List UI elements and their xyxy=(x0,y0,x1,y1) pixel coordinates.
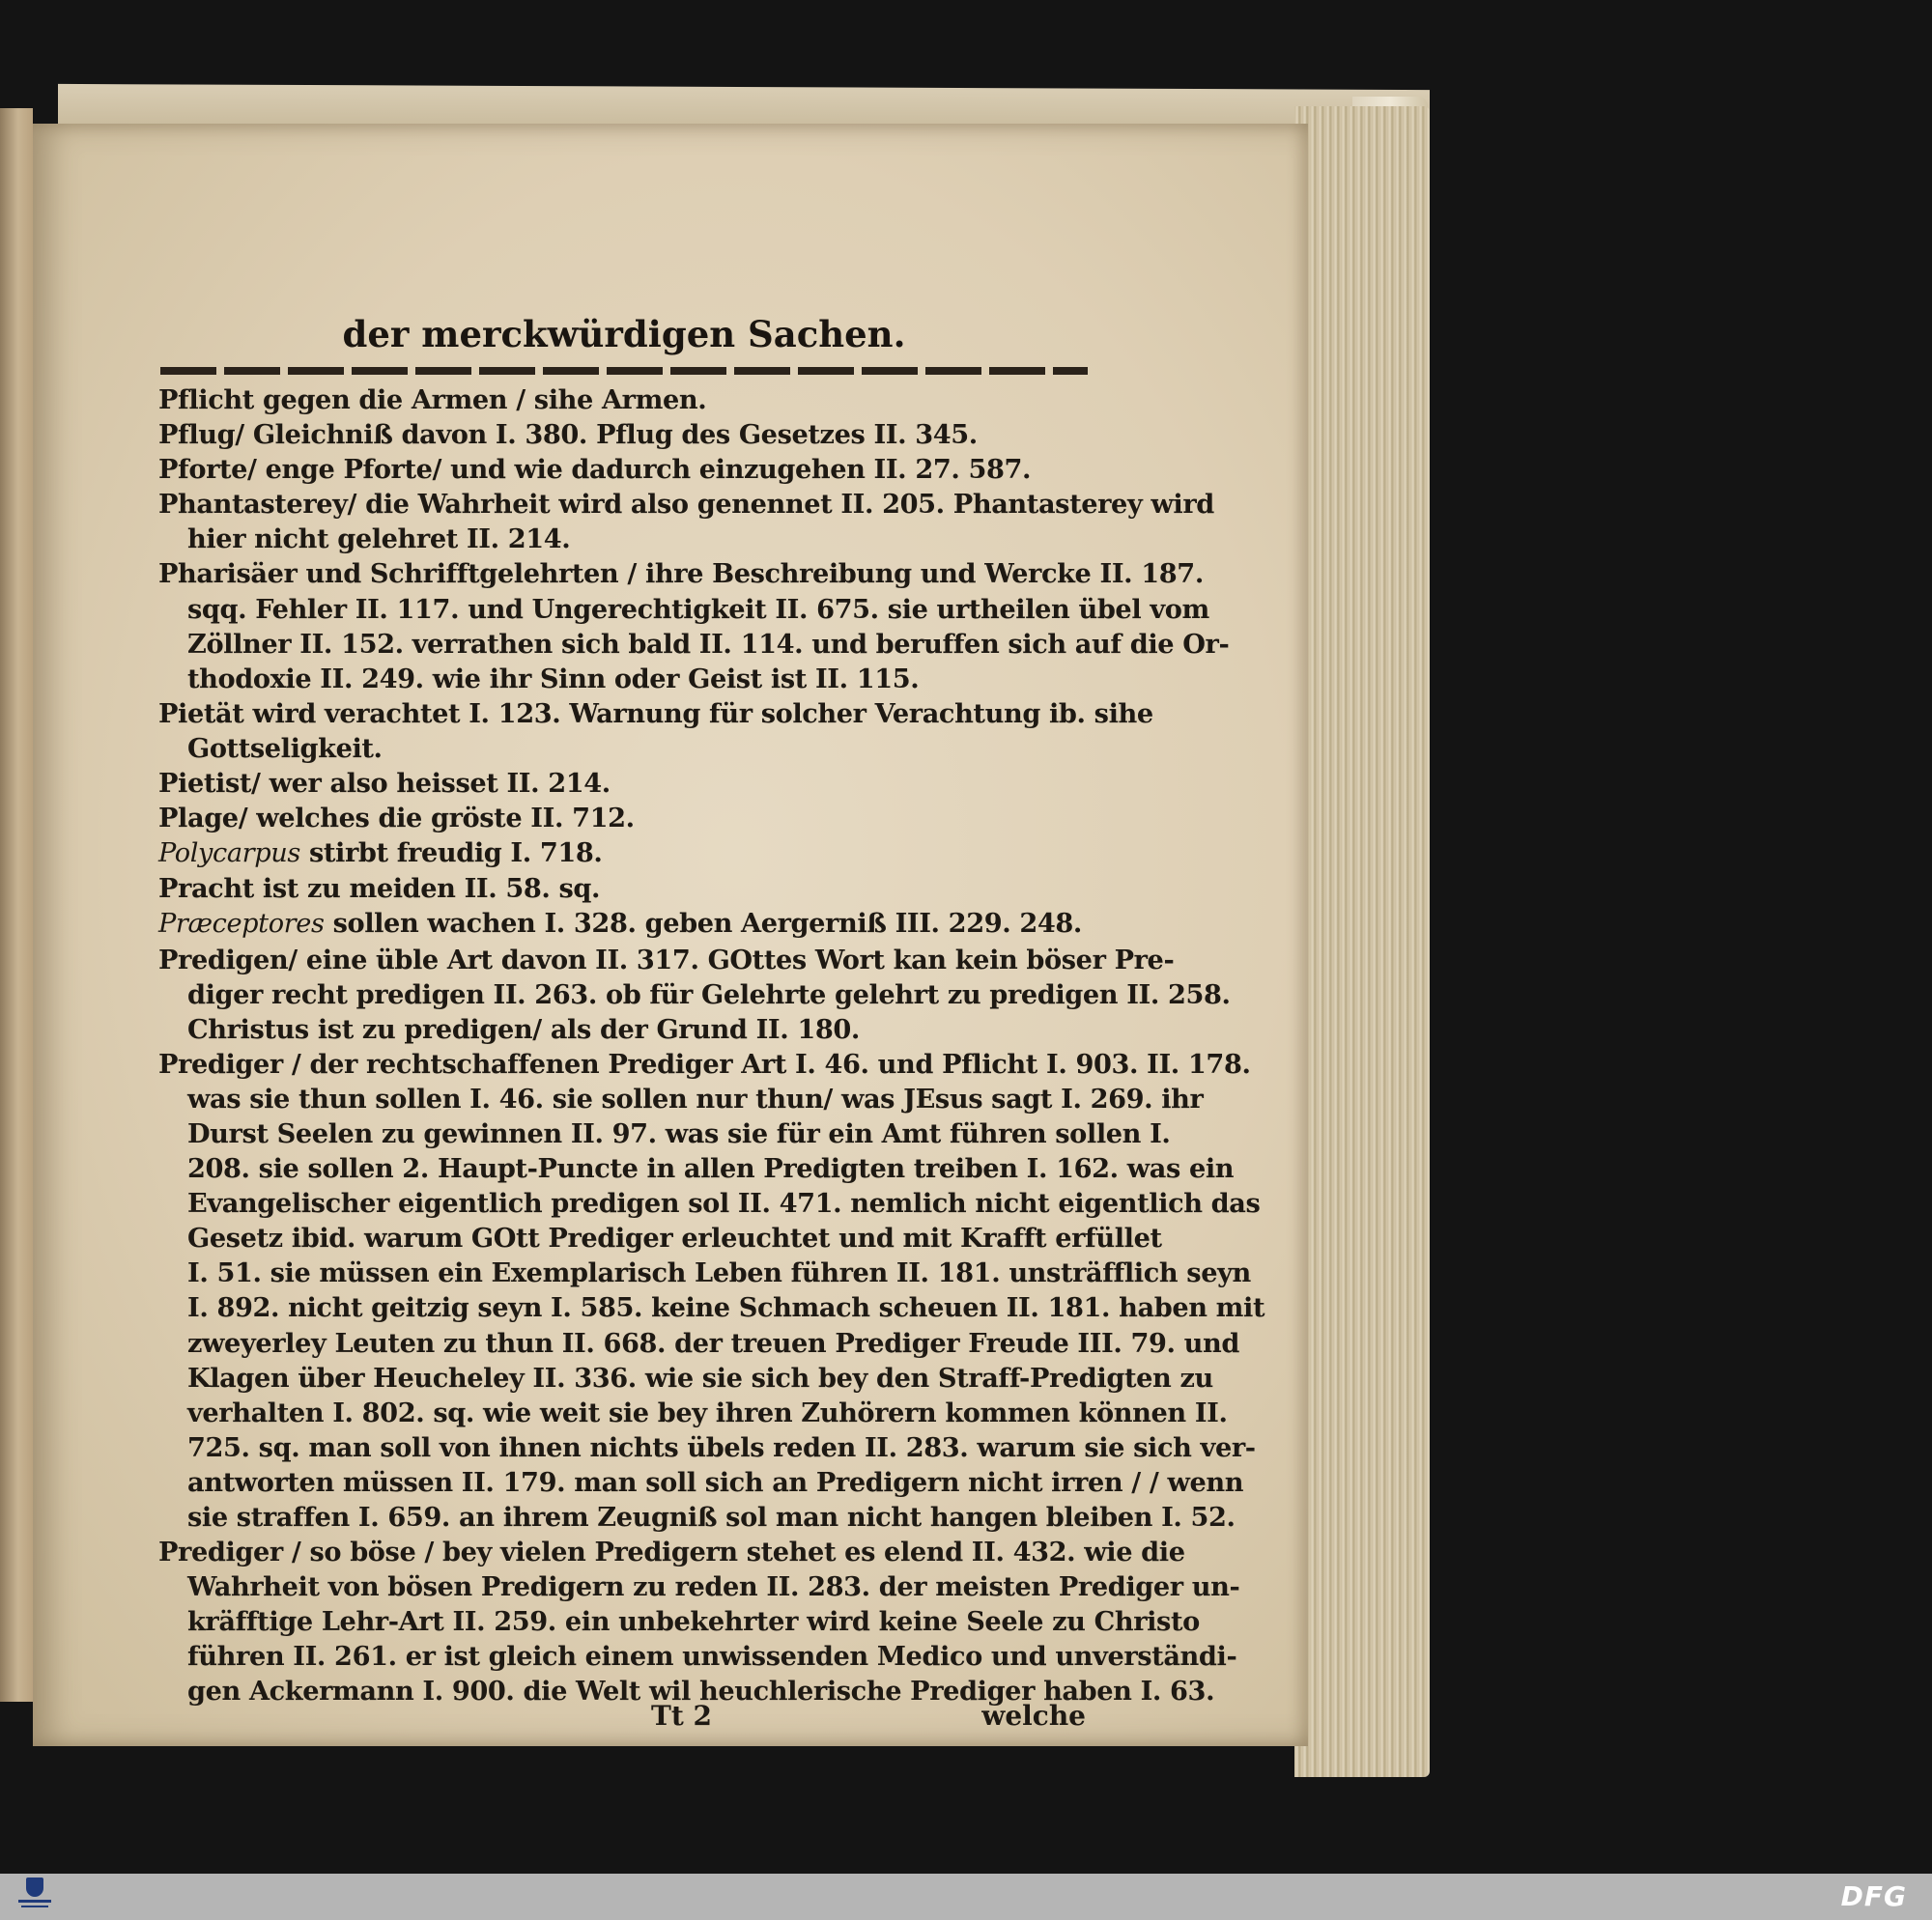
entry-line: Plage/ welches die gröste II. 712. xyxy=(158,803,635,834)
entry-line: Predigen/ eine üble Art davon II. 317. GOttes Wort kan kein böser Pre- xyxy=(158,944,1175,975)
entry-line: Pracht ist zu meiden II. 58. sq. xyxy=(158,873,601,905)
index-entry xyxy=(158,696,1153,766)
entry-line: hier nicht gelehret II. 214. xyxy=(187,523,571,555)
entry-line: Prediger / der rechtschaffenen Prediger Art I. 46. und Pflicht I. 903. II. 178. xyxy=(158,1048,1251,1080)
index-entry xyxy=(158,766,1086,801)
entry-line: I. 51. sie müssen ein Exemplarisch Leben führen II. 181. unsträfflich seyn xyxy=(187,1257,1251,1289)
entry-line: sie straffen I. 659. an ihrem Zeugniß sol man nicht hangen bleiben I. 52. xyxy=(187,1502,1236,1533)
entry-line: Pietät wird verachtet I. 123. Warnung für solcher Verachtung ib. sihe xyxy=(158,697,1153,729)
entry-line: Polycarpus stirbt freudig I. 718. xyxy=(158,837,603,869)
entry-line: diger recht predigen II. 263. ob für Gelehrte gelehrt zu predigen II. 258. xyxy=(187,978,1231,1010)
entry-line: Pflicht gegen die Armen / sihe Armen. xyxy=(158,384,707,415)
head-rule xyxy=(160,367,1088,375)
entry-line: sqq. Fehler II. 117. und Ungerechtigkeit II. 675. sie urtheilen übel vom xyxy=(187,593,1209,625)
entry-line: 725. sq. man soll von ihnen nichts übels reden II. 283. warum sie sich ver- xyxy=(187,1431,1256,1463)
running-head: der merckwürdigen Sachen. xyxy=(342,313,906,355)
entry-line: antworten müssen II. 179. man soll sich an Predigern nicht irren / / wenn xyxy=(187,1466,1244,1498)
dfg-logo[interactable]: DFG xyxy=(1840,1880,1907,1912)
index-entry xyxy=(158,906,1086,942)
entry-line: Gottseligkeit. xyxy=(187,732,383,764)
page-footer xyxy=(158,1700,1086,1738)
index-entry xyxy=(158,487,1214,556)
entry-line: Præceptores sollen wachen I. 328. geben Aergerniß III. 229. 248. xyxy=(158,908,1082,940)
index-entry xyxy=(158,871,1086,906)
index-entry xyxy=(158,1535,1240,1708)
entry-line: Evangelischer eigentlich predigen sol II. 471. nemlich nicht eigentlich das xyxy=(187,1188,1261,1220)
index-entry xyxy=(158,801,1086,835)
catchword: welche xyxy=(981,1700,1086,1732)
entry-line: Wahrheit von bösen Predigern zu reden II. 283. der meisten Prediger un- xyxy=(187,1571,1240,1603)
library-logo-icon[interactable] xyxy=(15,1878,54,1916)
entry-line: verhalten I. 802. sq. wie weit sie bey ihren Zuhörern kommen können II. xyxy=(187,1397,1228,1428)
index-entry xyxy=(158,835,1086,871)
index-entry xyxy=(158,382,1086,417)
index-entry xyxy=(158,943,1231,1047)
entry-line: Phantasterey/ die Wahrheit wird also genennet II. 205. Phantasterey wird xyxy=(158,489,1214,521)
book-page xyxy=(33,124,1308,1746)
entry-line: Pflug/ Gleichniß davon I. 380. Pflug des Gesetzes II. 345. xyxy=(158,419,978,451)
index-entry xyxy=(158,1047,1265,1535)
entry-line: gen Ackermann I. 900. die Welt wil heuchlerische Prediger haben I. 63. xyxy=(187,1676,1215,1708)
entry-line: 208. sie sollen 2. Haupt-Puncte in allen Predigten treiben I. 162. was ein xyxy=(187,1153,1235,1185)
entry-line: führen II. 261. er ist gleich einem unwissenden Medico und unverständi- xyxy=(187,1641,1237,1673)
entry-line: I. 892. nicht geitzig seyn I. 585. keine Schmach scheuen II. 181. haben mit xyxy=(187,1292,1265,1324)
entry-line: kräfftige Lehr-Art II. 259. ein unbekehrter wird keine Seele zu Christo xyxy=(187,1606,1200,1638)
index-entries xyxy=(158,382,1265,1709)
index-entry xyxy=(158,417,1086,452)
entry-line: zweyerley Leuten zu thun II. 668. der treuen Prediger Freude III. 79. und xyxy=(187,1327,1240,1359)
entry-line: Zöllner II. 152. verrathen sich bald II. 114. und beruffen sich auf die Or- xyxy=(187,628,1230,660)
entry-line: Pharisäer und Schrifftgelehrten / ihre Beschreibung und Wercke II. 187. xyxy=(158,558,1204,590)
page-edges xyxy=(1294,106,1430,1777)
viewer-bar xyxy=(0,1874,1932,1920)
entry-line: Pforte/ enge Pforte/ und wie dadurch einzugehen II. 27. 587. xyxy=(158,454,1032,486)
entry-line: Christus ist zu predigen/ als der Grund II. 180. xyxy=(187,1013,860,1045)
entry-line: was sie thun sollen I. 46. sie sollen nur thun/ was JEsus sagt I. 269. ihr xyxy=(187,1083,1204,1115)
index-entry xyxy=(158,452,1086,487)
entry-line: thodoxie II. 249. wie ihr Sinn oder Geist ist II. 115. xyxy=(187,663,920,694)
index-entry xyxy=(158,556,1230,695)
left-page-edge xyxy=(0,108,33,1702)
signature-mark: Tt 2 xyxy=(651,1700,712,1732)
entry-line: Prediger / so böse / bey vielen Predigern stehet es elend II. 432. wie die xyxy=(158,1537,1185,1568)
entry-line: Durst Seelen zu gewinnen II. 97. was sie für ein Amt führen sollen I. xyxy=(187,1117,1171,1149)
entry-line: Pietist/ wer also heisset II. 214. xyxy=(158,768,611,800)
entry-line: Klagen über Heucheley II. 336. wie sie sich bey den Straff-Predigten zu xyxy=(187,1362,1213,1394)
entry-line: Gesetz ibid. warum GOtt Prediger erleuchtet und mit Krafft erfüllet xyxy=(187,1223,1162,1255)
